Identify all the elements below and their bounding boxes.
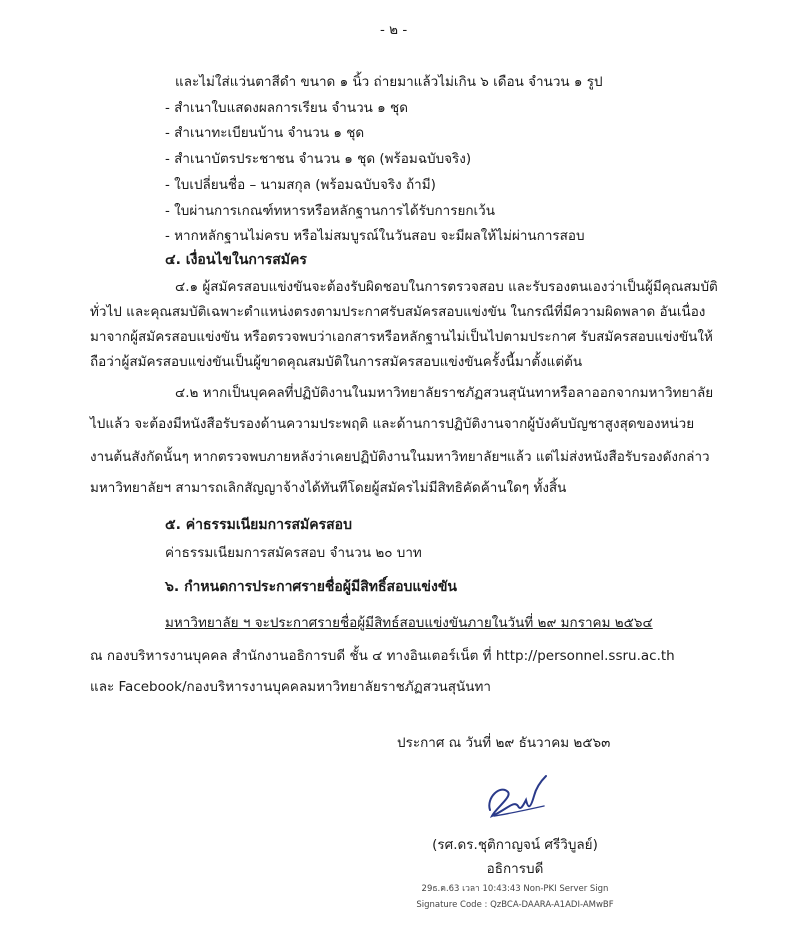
announcement-location-line: ณ กองบริหารงานบุคคล สำนักงานอธิการบดี ชั้น ๔ ทางอินเตอร์เน็ต ที่ http://personnel.ssru.ac.th (90, 648, 675, 664)
section-4-2-line: มหาวิทยาลัยฯ สามารถเลิกสัญญาจ้างได้ทันทีโดยผู้สมัครไม่มีสิทธิคัดค้านใดๆ ทั้งสิ้น (90, 480, 567, 496)
section-4-1-line: ถือว่าผู้สมัครสอบแข่งขันเป็นผู้ขาดคุณสมบัติในการสมัครสอบแข่งขันครั้งนี้มาตั้งแต่ต้น (90, 354, 583, 370)
section-4-2-line: ไปแล้ว จะต้องมีหนังสือรับรองด้านความประพฤติ และด้านการปฏิบัติงานจากผู้บังคับบัญชาสูงสุดของหน่วย (90, 416, 695, 432)
section-6-heading: ๖. กำหนดการประกาศรายชื่อผู้มีสิทธิ์สอบแข่งขัน (165, 579, 457, 595)
section-4-1-line: ทั่วไป และคุณสมบัติเฉพาะตำแหน่งตรงตามประกาศรับสมัครสอบแข่งขัน ในกรณีที่มีความผิดพลาด อันเนื่อง (90, 304, 706, 320)
doc-item: - สำเนาใบแสดงผลการเรียน จำนวน ๑ ชุด (165, 100, 408, 116)
fee-text: ค่าธรรมเนียมการสมัครสอบ จำนวน ๒๐ บาท (165, 545, 422, 561)
doc-item: - สำเนาบัตรประชาชน จำนวน ๑ ชุด (พร้อมฉบับจริง) (165, 151, 472, 167)
signer-name: (รศ.ดร.ชุติกาญจน์ ศรีวิบูลย์) (432, 837, 598, 853)
announce-date: ประกาศ ณ วันที่ ๒๙ ธันวาคม ๒๕๖๓ (397, 735, 611, 751)
section-4-2-line: งานต้นสังกัดนั้นๆ หากตรวจพบภายหลังว่าเคยปฏิบัติงานในมหาวิทยาลัยฯแล้ว แต่ไม่ส่งหนังสือรับรองดังกล่าว (90, 449, 710, 465)
doc-item: - หากหลักฐานไม่ครบ หรือไม่สมบูรณ์ในวันสอบ จะมีผลให้ไม่ผ่านการสอบ (165, 228, 585, 244)
doc-item: - ใบเปลี่ยนชื่อ – นามสกุล (พร้อมฉบับจริง ถ้ามี) (165, 177, 436, 193)
section-4-heading: ๔. เงื่อนไขในการสมัคร (165, 252, 307, 268)
e-signature-timestamp: 29ธ.ค.63 เวลา 10:43:43 Non-PKI Server Sign (421, 884, 609, 894)
announcement-facebook-line: และ Facebook/กองบริหารงานบุคคลมหาวิทยาลัยราชภัฏสวนสุนันทา (90, 679, 491, 695)
e-signature-code: Signature Code : QzBCA-DAARA-A1ADI-AMwBF (416, 900, 614, 910)
signer-title: อธิการบดี (486, 861, 544, 877)
photo-requirement-line: และไม่ใส่แว่นตาสีดำ ขนาด ๑ นิ้ว ถ่ายมาแล้วไม่เกิน ๖ เดือน จำนวน ๑ รูป (175, 74, 603, 90)
doc-item: - ใบผ่านการเกณฑ์ทหารหรือหลักฐานการได้รับการยกเว้น (165, 203, 495, 219)
section-4-2-line: ๔.๒ หากเป็นบุคคลที่ปฏิบัติงานในมหาวิทยาลัยราชภัฏสวนสุนันทาหรือลาออกจากมหาวิทยาลัย (175, 385, 714, 401)
announcement-date-line: มหาวิทยาลัย ฯ จะประกาศรายชื่อผู้มีสิทธ์สอบแข่งขันภายในวันที่ ๒๙ มกราคม ๒๕๖๔ (165, 615, 653, 631)
section-4-1-line: มาจากผู้สมัครสอบแข่งขัน หรือตรวจพบว่าเอกสารหรือหลักฐานไม่เป็นไปตามประกาศ รับสมัครสอบแข่งขันให้ (90, 329, 713, 345)
section-4-1-line: ๔.๑ ผู้สมัครสอบแข่งขันจะต้องรับผิดชอบในการตรวจสอบ และรับรองตนเองว่าเป็นผู้มีคุณสมบัติ (175, 279, 718, 295)
page-number: - ๒ - (380, 22, 408, 38)
doc-item: - สำเนาทะเบียนบ้าน จำนวน ๑ ชุด (165, 125, 365, 141)
signature-image (482, 770, 552, 830)
section-5-heading: ๕. ค่าธรรมเนียมการสมัครสอบ (165, 517, 352, 533)
